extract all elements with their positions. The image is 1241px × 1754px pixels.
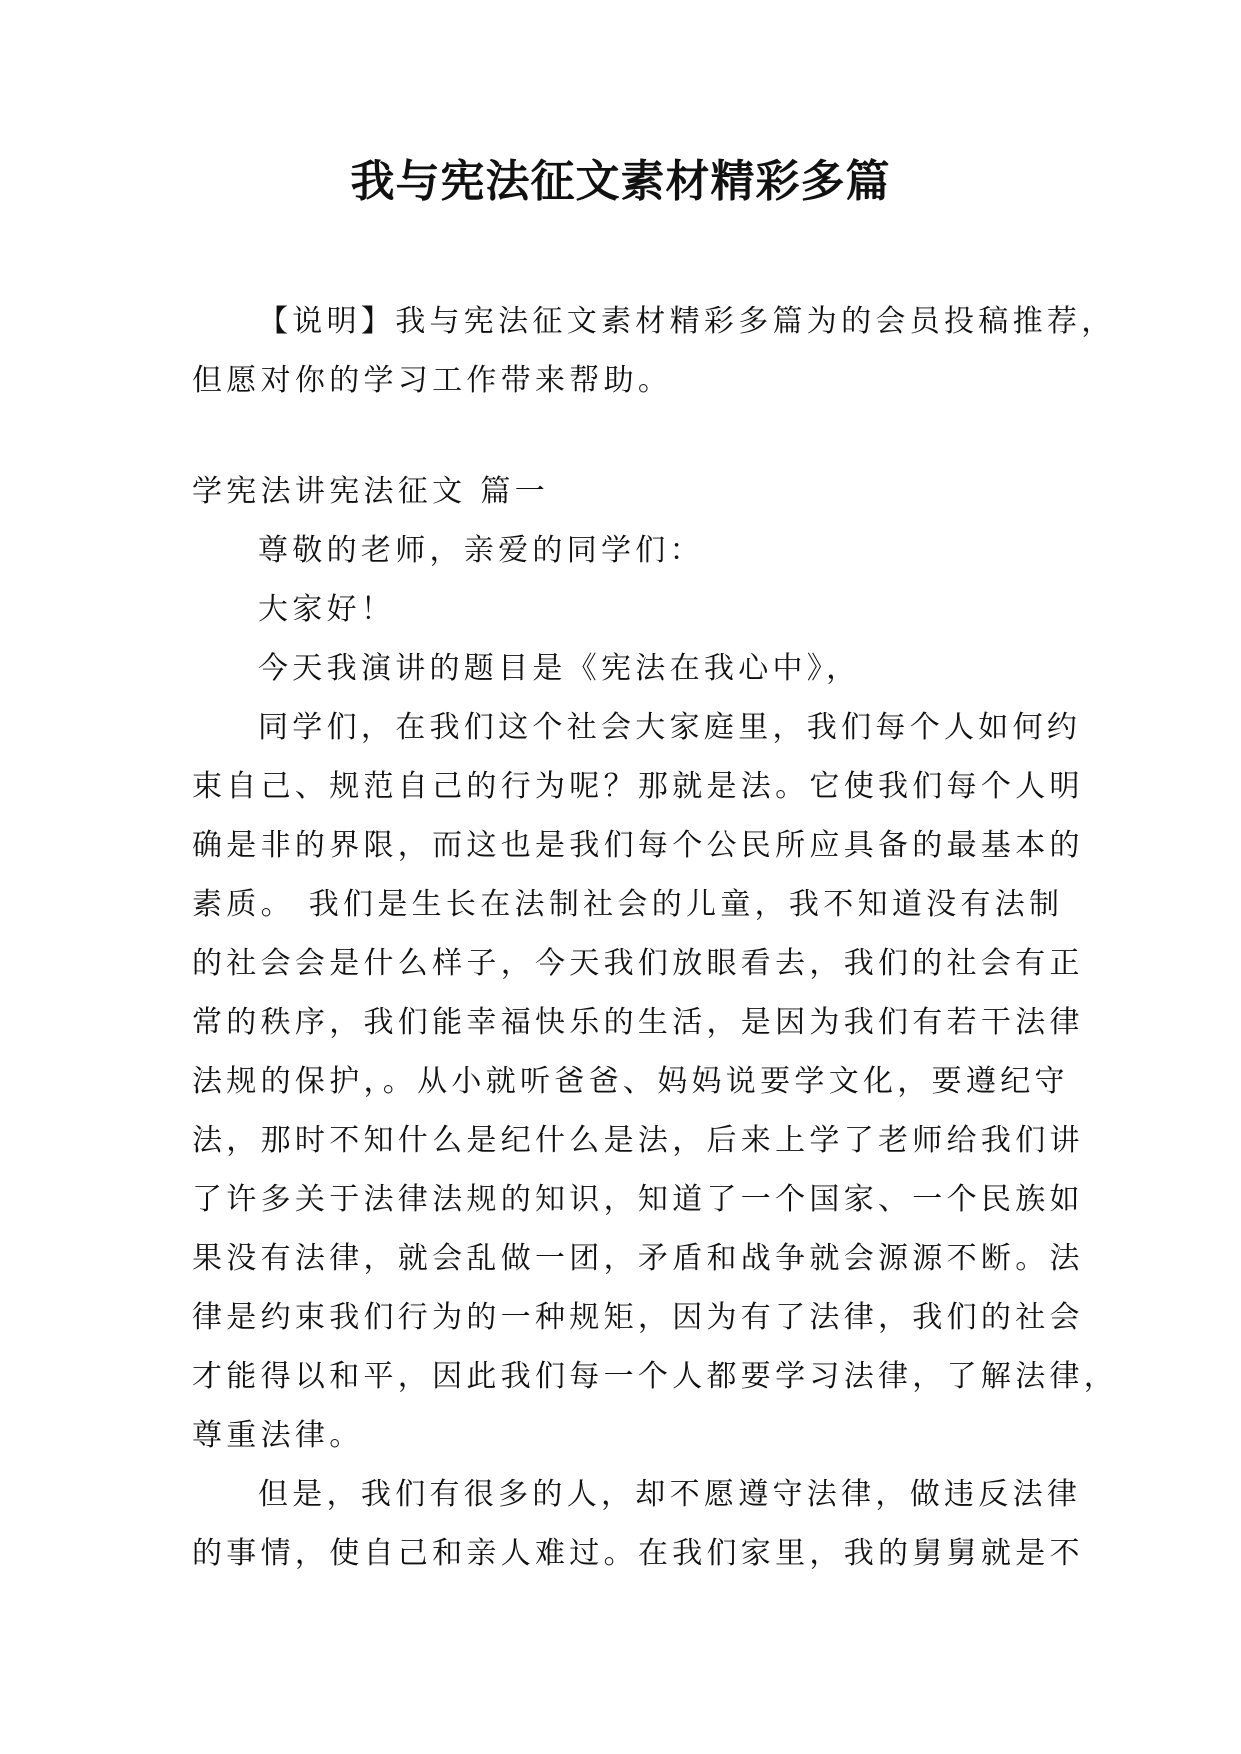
document-title: 我与宪法征文素材精彩多篇	[350, 156, 891, 207]
intro-paragraph	[192, 292, 1116, 410]
paragraph-line: 法，那时不知什么是纪什么是法，后来上学了老师给我们讲	[192, 1123, 1084, 1158]
section-heading-label: 篇一	[480, 474, 550, 509]
paragraph-line: 了许多关于法律法规的知识，知道了一个国家、一个民族如	[192, 1182, 1084, 1217]
paragraph-line: 素质。 我们是生长在法制社会的儿童，我不知道没有法制	[192, 887, 1064, 922]
body-paragraph-2	[192, 1465, 1084, 1583]
hello-line: 大家好！	[258, 592, 396, 627]
section-heading	[192, 462, 549, 521]
paragraph-line: 同学们，在我们这个社会大家庭里，我们每个人如何约	[258, 710, 1082, 745]
intro-line: 但愿对你的学习工作带来帮助。	[192, 363, 673, 398]
paragraph-line: 束自己、规范自己的行为呢？那就是法。它使我们每个人明	[192, 769, 1084, 804]
intro-line: 【说明】我与宪法征文素材精彩多篇为的会员投稿推荐，	[258, 304, 1116, 339]
speech-opening	[192, 521, 1052, 698]
body-paragraph-1	[192, 698, 1119, 1465]
paragraph-line: 常的秩序，我们能幸福快乐的生活，是因为我们有若干法律	[192, 1005, 1084, 1040]
paragraph-line: 尊重法律。	[192, 1418, 364, 1453]
paragraph-line: 才能得以和平，因此我们每一个人都要学习法律，了解法律，	[192, 1359, 1119, 1394]
section-heading-text: 学宪法讲宪法征文	[192, 474, 467, 509]
paragraph-line: 法规的保护，。从小就听爸爸、妈妈说要学文化，要遵纪守	[192, 1064, 1069, 1099]
paragraph-line: 确是非的界限，而这也是我们每个公民所应具备的最基本的	[192, 828, 1084, 863]
greeting-line: 尊敬的老师，亲爱的同学们：	[258, 533, 704, 568]
paragraph-line: 果没有法律，就会乱做一团，矛盾和战争就会源源不断。法	[192, 1241, 1084, 1276]
paragraph-line: 的社会会是什么样子，今天我们放眼看去，我们的社会有正	[192, 946, 1084, 981]
paragraph-line: 的事情，使自己和亲人难过。在我们家里，我的舅舅就是不	[192, 1536, 1084, 1571]
paragraph-line: 律是约束我们行为的一种规矩，因为有了法律，我们的社会	[192, 1300, 1084, 1335]
speech-topic-line: 今天我演讲的题目是《宪法在我心中》，	[258, 651, 861, 686]
paragraph-line: 但是，我们有很多的人，却不愿遵守法律，做违反法律	[258, 1477, 1082, 1512]
